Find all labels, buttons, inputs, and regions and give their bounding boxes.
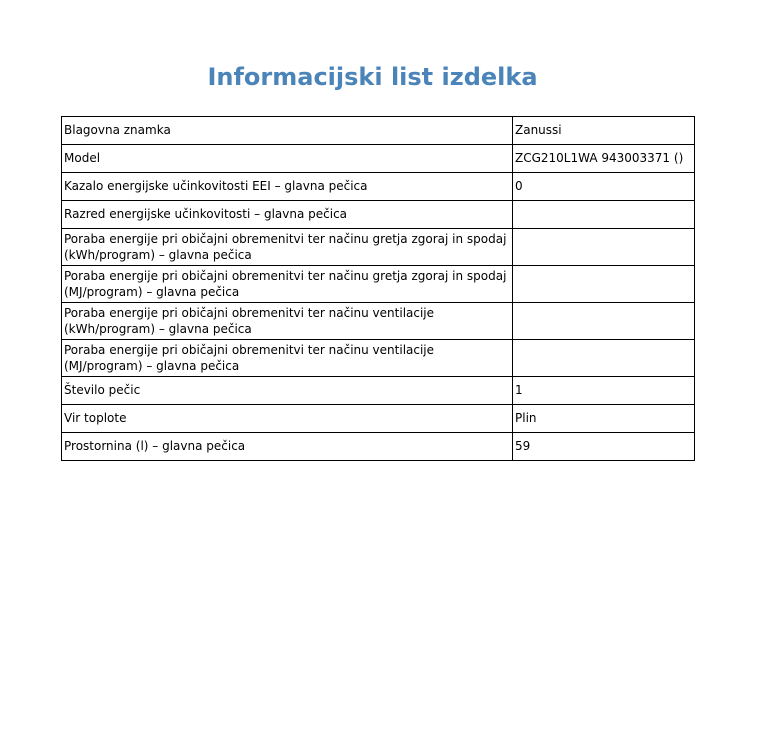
table-row — [62, 266, 695, 303]
row-label-conv-mj: Poraba energije pri običajni obremenitvi ter načinu gretja zgoraj in spodaj (MJ/program) – glavna pečica — [62, 266, 513, 303]
row-value-volume: 59 — [513, 433, 695, 461]
table-row — [62, 433, 695, 461]
table-row — [62, 229, 695, 266]
row-value-brand: Zanussi — [513, 117, 695, 145]
row-value-oven-count: 1 — [513, 377, 695, 405]
row-label-fan-mj: Poraba energije pri običajni obremenitvi ter načinu ventilacije (MJ/program) – glavna pečica — [62, 340, 513, 377]
table-row — [62, 303, 695, 340]
row-value-fan-mj — [513, 340, 695, 377]
page-title: Informacijski list izdelka — [207, 63, 538, 91]
table-row — [62, 377, 695, 405]
row-value-eei: 0 — [513, 173, 695, 201]
table-row — [62, 405, 695, 433]
row-label-volume: Prostornina (l) – glavna pečica — [62, 433, 513, 461]
row-value-fan-kwh — [513, 303, 695, 340]
row-label-model: Model — [62, 145, 513, 173]
table-row — [62, 117, 695, 145]
row-value-model: ZCG210L1WA 943003371 () — [513, 145, 695, 173]
product-info-table — [61, 116, 695, 461]
row-label-eei: Kazalo energijske učinkovitosti EEI – glavna pečica — [62, 173, 513, 201]
row-value-conv-kwh — [513, 229, 695, 266]
row-label-brand: Blagovna znamka — [62, 117, 513, 145]
row-label-energy-class: Razred energijske učinkovitosti – glavna pečica — [62, 201, 513, 229]
row-label-oven-count: Število pečic — [62, 377, 513, 405]
table-row — [62, 145, 695, 173]
table-row — [62, 340, 695, 377]
table-row — [62, 173, 695, 201]
row-label-conv-kwh: Poraba energije pri običajni obremenitvi ter načinu gretja zgoraj in spodaj (kWh/program) – glavna pečica — [62, 229, 513, 266]
row-label-fan-kwh: Poraba energije pri običajni obremenitvi ter načinu ventilacije (kWh/program) – glavna pečica — [62, 303, 513, 340]
row-value-heat-source: Plin — [513, 405, 695, 433]
row-value-conv-mj — [513, 266, 695, 303]
row-value-energy-class — [513, 201, 695, 229]
table-row — [62, 201, 695, 229]
row-label-heat-source: Vir toplote — [62, 405, 513, 433]
